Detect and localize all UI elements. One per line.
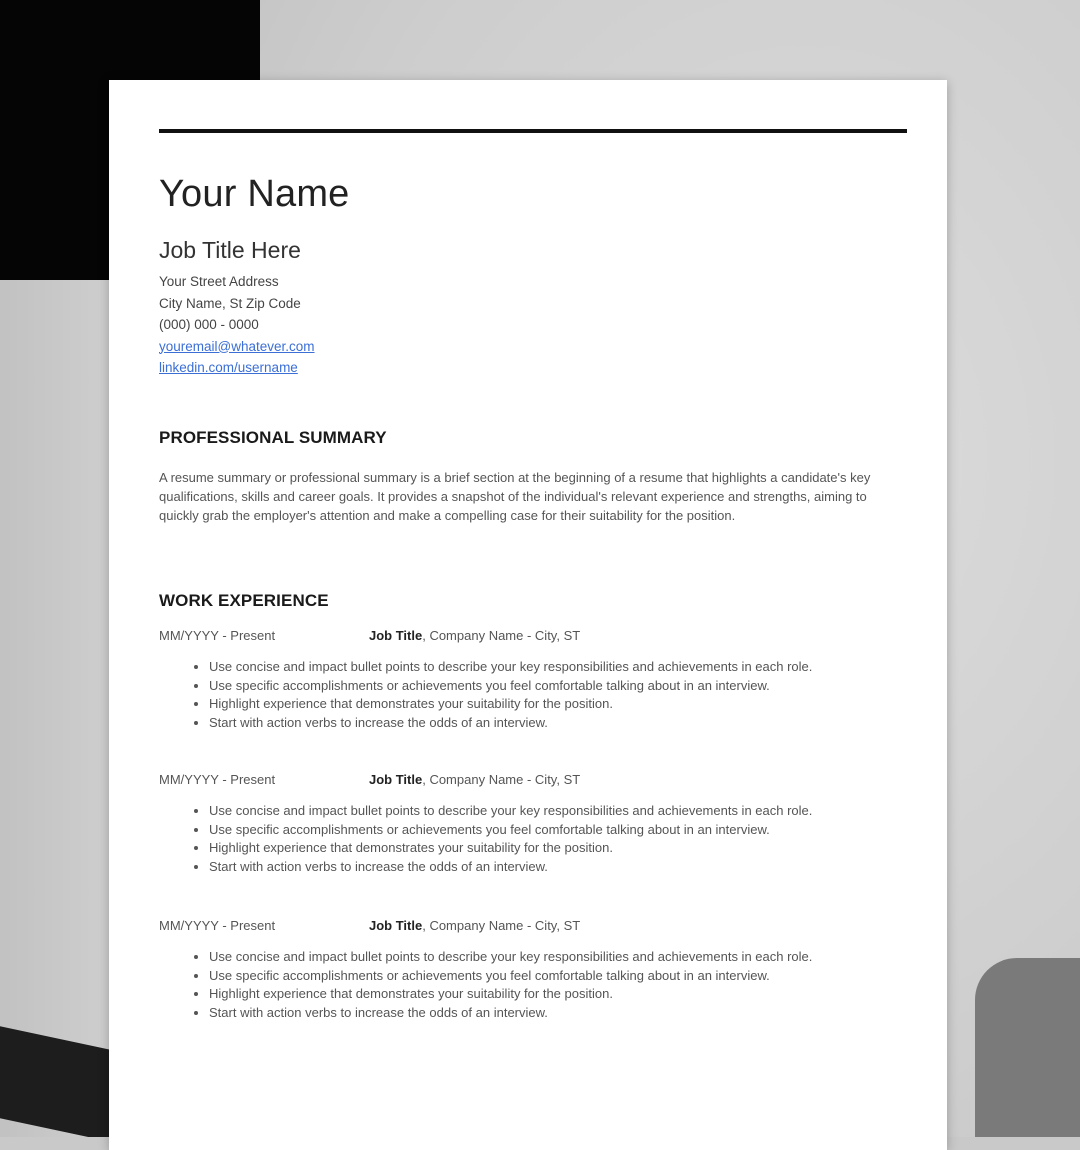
job-company: , Company Name - City, ST	[422, 628, 581, 643]
background-left-shadow	[0, 280, 120, 1137]
resume-job-title: Job Title Here	[159, 237, 301, 263]
job-bullet: • Start with action verbs to increase the odds of an interview.	[209, 714, 889, 733]
job-bullet: • Highlight experience that demonstrates your suitability for the position.	[209, 839, 889, 858]
job-bullet: • Start with action verbs to increase the odds of an interview.	[209, 1004, 889, 1023]
job-entry	[159, 628, 919, 732]
summary-text: A resume summary or professional summary is a brief section at the beginning of a resume that highlights a candidate's key qualifications, skills and career goals. It provides a snapshot of the individual's relevant experience and strengths, aiming to quickly grab the employer's attention and make a compelling case for their suitability for the position.	[159, 470, 871, 523]
summary-heading: PROFESSIONAL SUMMARY	[159, 428, 387, 447]
resume-name: Your Name	[159, 173, 350, 215]
job-title-label: Job Title	[369, 918, 423, 933]
job-bullet: • Use concise and impact bullet points to describe your key responsibilities and achievements in each role.	[209, 658, 889, 677]
email-link[interactable]: youremail@whatever.com	[159, 338, 315, 354]
job-dates: MM/YYYY - Present	[159, 628, 276, 643]
background-gray-blob	[975, 958, 1080, 1137]
top-rule	[159, 129, 907, 133]
job-company: , Company Name - City, ST	[422, 918, 581, 933]
phone-number: (000) 000 - 0000	[159, 317, 259, 332]
resume-page	[109, 80, 947, 1150]
job-bullet: • Start with action verbs to increase the odds of an interview.	[209, 858, 889, 877]
job-bullet: • Use specific accomplishments or achievements you feel comfortable talking about in an interview.	[209, 967, 889, 986]
job-bullet: • Highlight experience that demonstrates your suitability for the position.	[209, 695, 889, 714]
job-role	[369, 772, 580, 787]
street-address: Your Street Address	[159, 274, 279, 289]
experience-heading: WORK EXPERIENCE	[159, 591, 329, 610]
job-title-label: Job Title	[369, 628, 423, 643]
contact-block	[159, 271, 315, 379]
job-dates: MM/YYYY - Present	[159, 772, 276, 787]
job-role	[369, 628, 580, 643]
job-bullet: • Use concise and impact bullet points to describe your key responsibilities and achievements in each role.	[209, 948, 889, 967]
job-title-label: Job Title	[369, 772, 423, 787]
job-bullets	[159, 948, 889, 1022]
job-role	[369, 918, 580, 933]
job-entry	[159, 918, 919, 1022]
job-bullets	[159, 658, 889, 732]
job-dates: MM/YYYY - Present	[159, 918, 276, 933]
job-bullet: • Use specific accomplishments or achievements you feel comfortable talking about in an interview.	[209, 821, 889, 840]
job-bullet: • Highlight experience that demonstrates your suitability for the position.	[209, 985, 889, 1004]
job-bullet: • Use concise and impact bullet points to describe your key responsibilities and achievements in each role.	[209, 802, 889, 821]
job-entry	[159, 772, 919, 876]
job-bullets	[159, 802, 889, 876]
linkedin-link[interactable]: linkedin.com/username	[159, 360, 298, 375]
job-company: , Company Name - City, ST	[422, 772, 581, 787]
job-bullet: • Use specific accomplishments or achievements you feel comfortable talking about in an interview.	[209, 677, 889, 696]
city-address: City Name, St Zip Code	[159, 295, 301, 311]
